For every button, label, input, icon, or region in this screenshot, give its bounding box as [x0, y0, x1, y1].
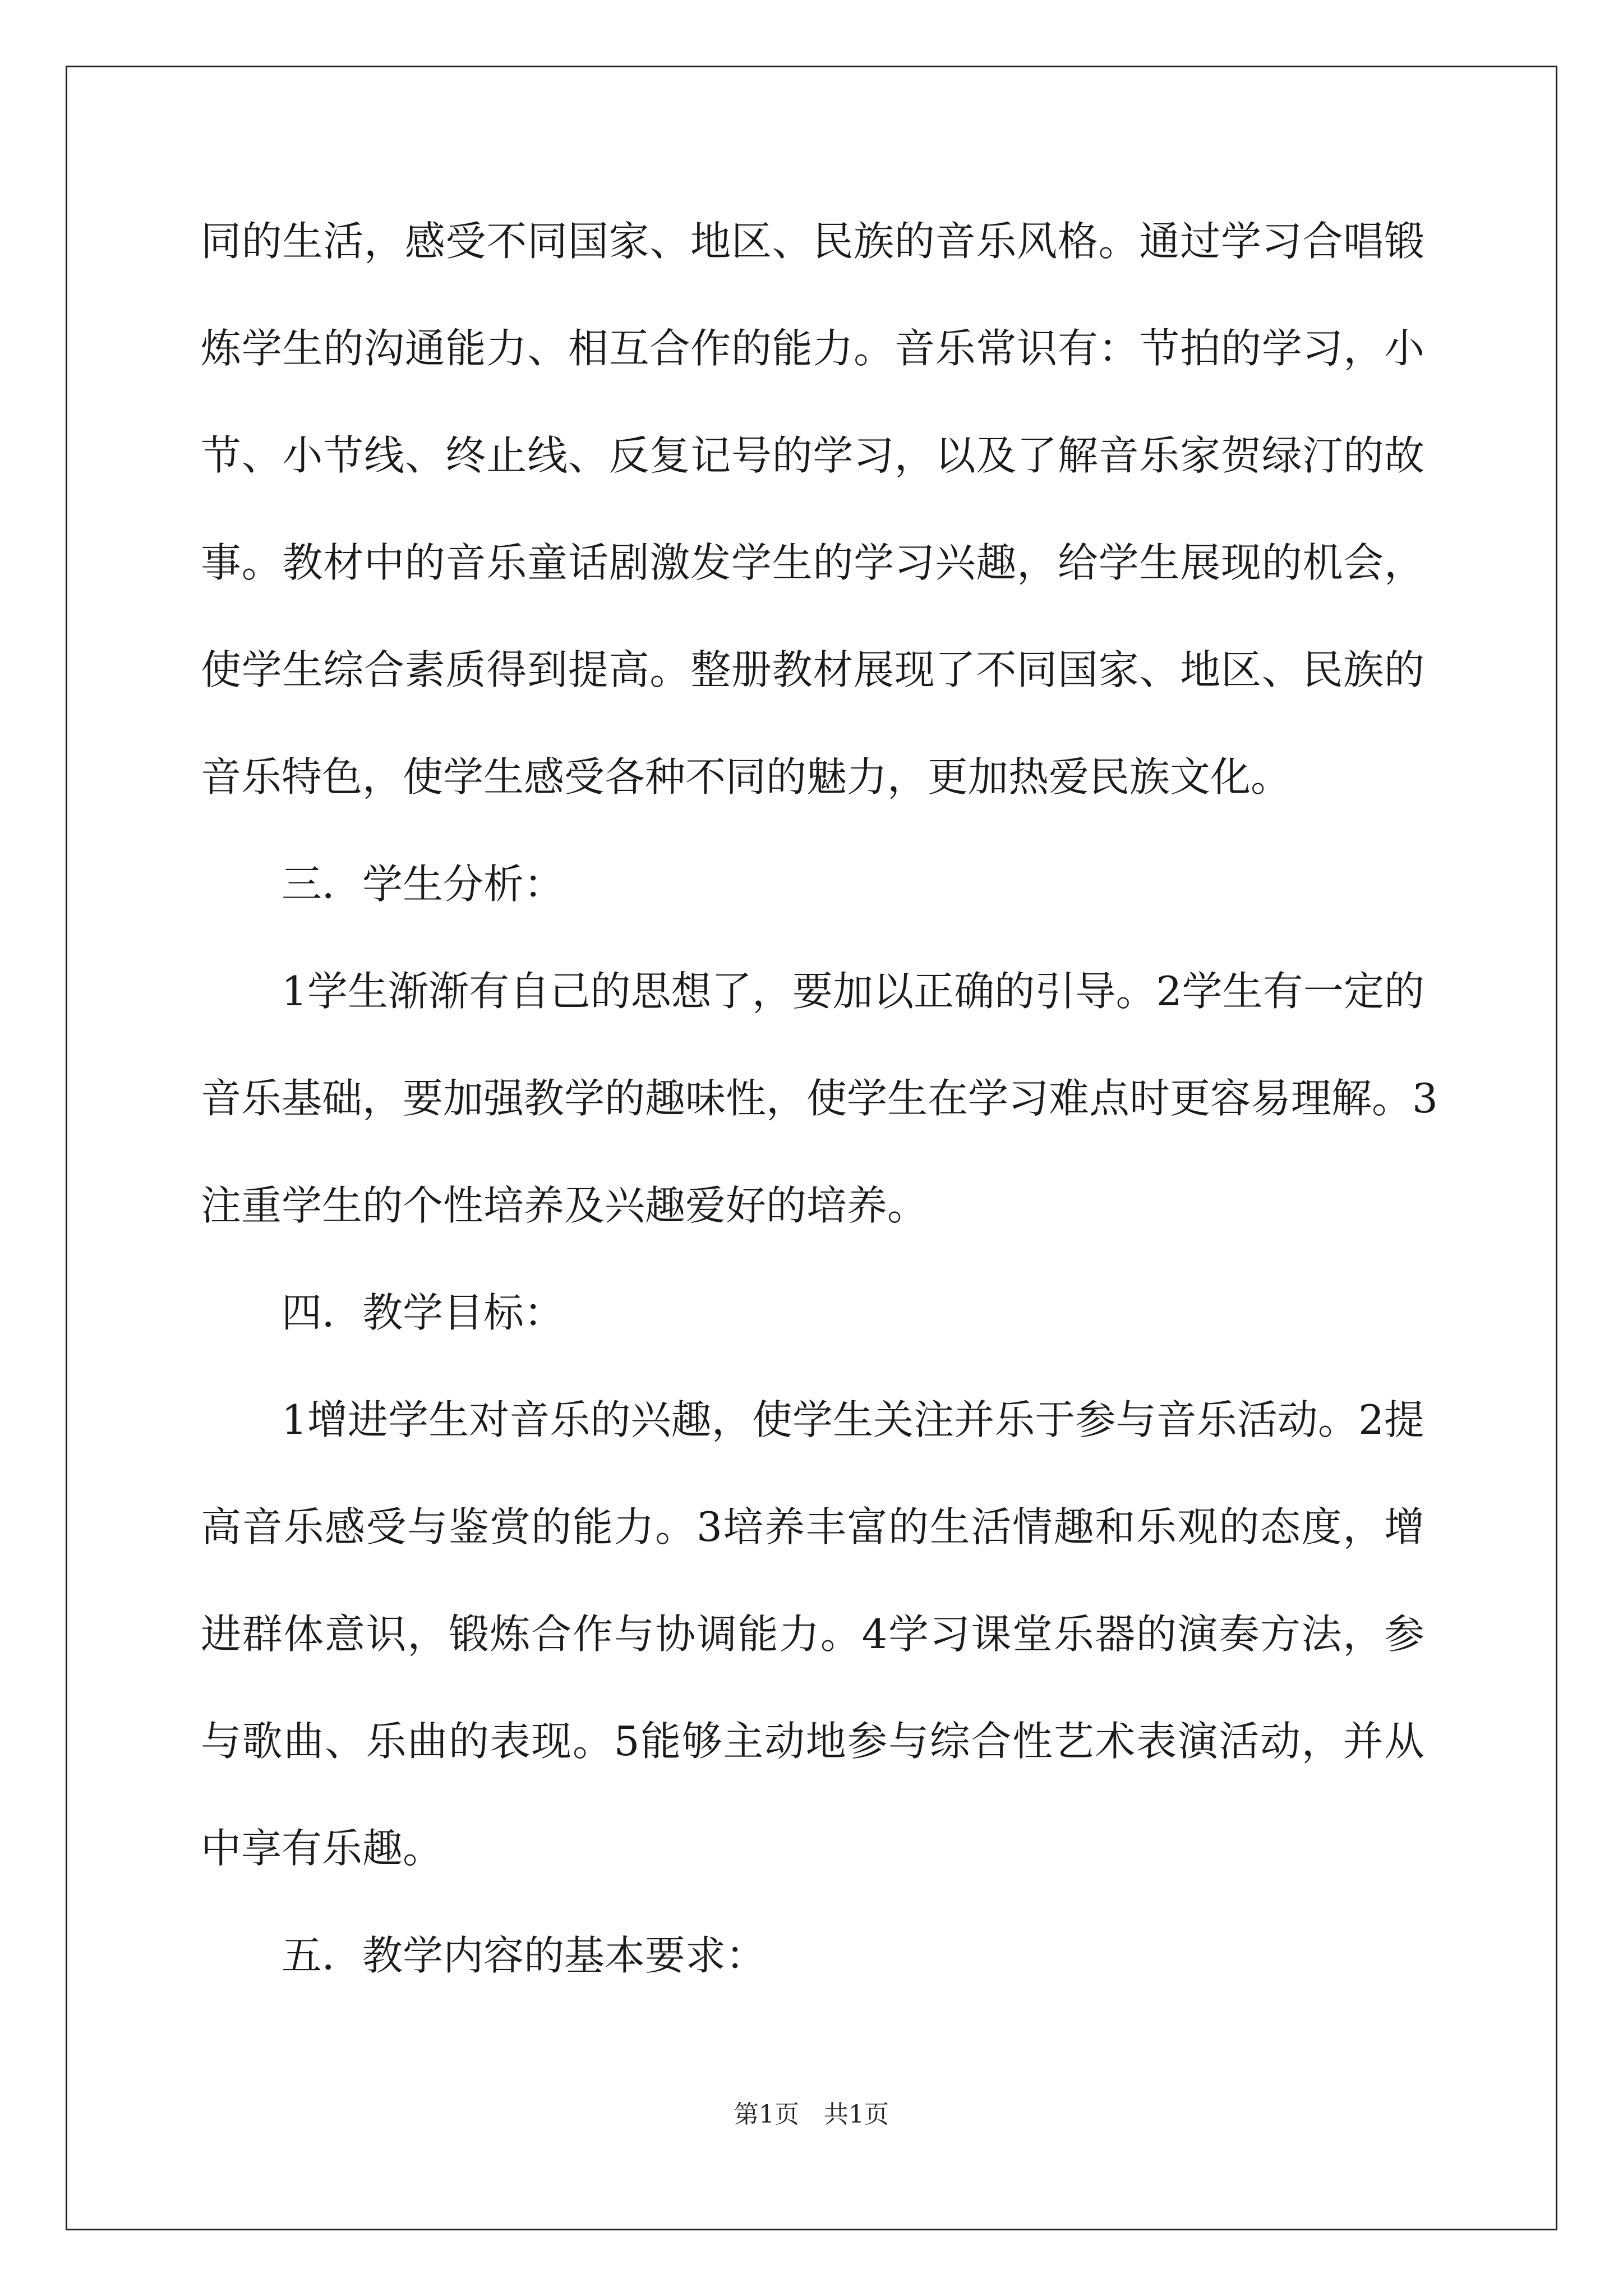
text-line: 音乐特色，使学生感受各种不同的魅力，更加热爱民族文化。 — [201, 753, 1292, 800]
text-line: 高音乐感受与鉴赏的能力。3培养丰富的生活情趣和乐观的态度，增 — [201, 1503, 1424, 1550]
text-line: 使学生综合素质得到提高。整册教材展现了不同国家、地区、民族的 — [201, 646, 1424, 693]
page-number-footer: 第1页 共1页 — [734, 2100, 889, 2129]
section-heading-student-analysis: 三．学生分析： — [282, 861, 565, 908]
text-line: 1增进学生对音乐的兴趣，使学生关注并乐于参与音乐活动。2提 — [282, 1396, 1424, 1443]
text-line: 注重学生的个性培养及兴趣爱好的培养。 — [201, 1182, 928, 1229]
document-body — [201, 213, 1438, 2035]
text-line: 1学生渐渐有自己的思想了，要加以正确的引导。2学生有一定的 — [282, 968, 1424, 1015]
text-line: 同的生活，感受不同国家、地区、民族的音乐风格。通过学习合唱锻 — [201, 218, 1424, 265]
text-line: 与歌曲、乐曲的表现。5能够主动地参与综合性艺术表演活动，并从 — [201, 1718, 1424, 1765]
text-line: 炼学生的沟通能力、相互合作的能力。音乐常识有：节拍的学习，小 — [201, 325, 1424, 372]
section-heading-content-requirements: 五．教学内容的基本要求： — [282, 1932, 767, 1979]
text-line: 节、小节线、终止线、反复记号的学习，以及了解音乐家贺绿汀的故 — [201, 432, 1424, 479]
text-line: 事。教材中的音乐童话剧激发学生的学习兴趣，给学生展现的机会， — [201, 539, 1424, 586]
section-heading-teaching-goals: 四．教学目标： — [282, 1289, 565, 1336]
text-line: 进群体意识，锻炼合作与协调能力。4学习课堂乐器的演奏方法，参 — [201, 1611, 1424, 1658]
text-line: 中享有乐趣。 — [201, 1825, 444, 1872]
text-line: 音乐基础，要加强教学的趣味性，使学生在学习难点时更容易理解。3 — [201, 1075, 1438, 1122]
